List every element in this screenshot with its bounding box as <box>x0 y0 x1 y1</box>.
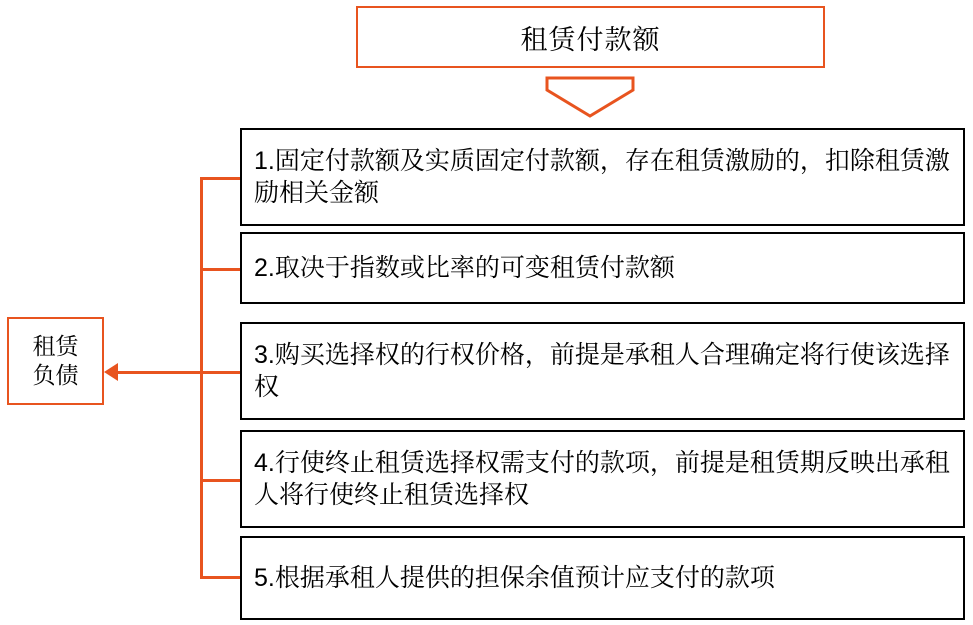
connector-to-liability <box>115 371 203 374</box>
connector-stub-3 <box>200 371 240 374</box>
item-node-4-label: 4.行使终止租赁选择权需支付的款项，前提是租赁期反映出承租人将行使终止租赁选择权 <box>254 448 950 509</box>
arrow-left-icon <box>104 363 118 381</box>
item-node-5 <box>240 536 965 620</box>
item-node-1 <box>240 128 965 226</box>
connector-stub-2 <box>200 268 240 271</box>
item-node-2 <box>240 232 965 304</box>
item-node-4 <box>240 430 965 528</box>
title-node <box>356 6 825 68</box>
connector-stub-1 <box>200 177 240 180</box>
connector-stub-4 <box>200 479 240 482</box>
item-node-1-label: 1.固定付款额及实质固定付款额，存在租赁激励的，扣除租赁激励相关金额 <box>254 146 950 207</box>
chevron-down-icon <box>545 76 635 118</box>
item-node-3-label: 3.购买选择权的行权价格，前提是承租人合理确定将行使该选择权 <box>254 340 950 401</box>
item-node-5-label: 5.根据承租人提供的担保余值预计应支付的款项 <box>254 563 775 592</box>
title-node-label: 租赁付款额 <box>520 24 661 55</box>
connector-spine <box>200 177 203 578</box>
item-node-3 <box>240 322 965 420</box>
item-node-2-label: 2.取决于指数或比率的可变租赁付款额 <box>254 253 675 282</box>
lease-liability-label: 租赁 负债 <box>32 333 79 388</box>
connector-stub-5 <box>200 576 240 579</box>
lease-liability-node <box>7 317 104 405</box>
